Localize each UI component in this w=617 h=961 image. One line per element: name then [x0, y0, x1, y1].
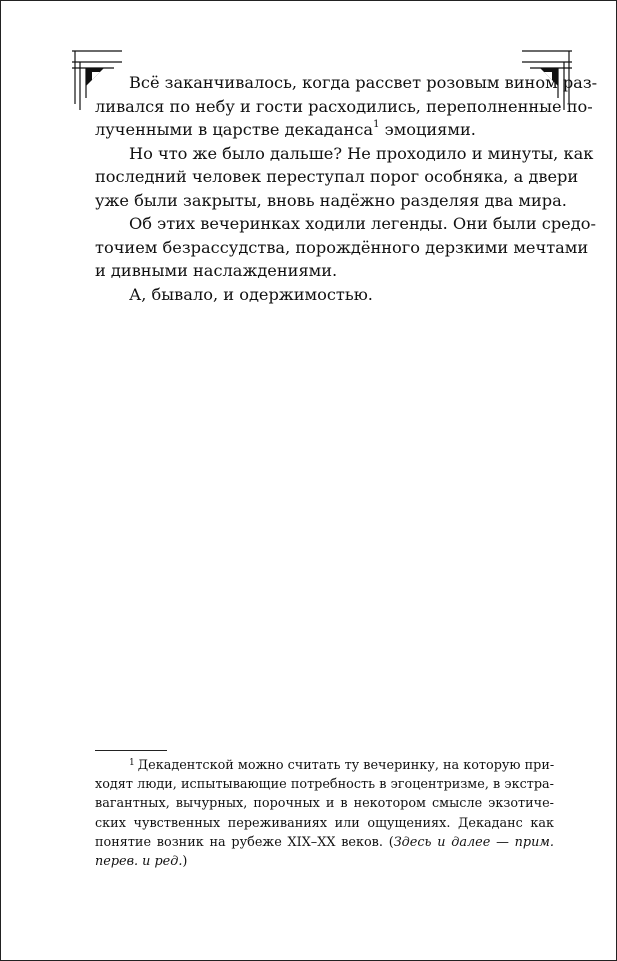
text-line: уже были закрыты, вновь надёжно разделяя два мира.	[95, 190, 567, 210]
footnote-line: вагантных, вычурных, порочных и в некотором смысле экзотиче-	[95, 796, 554, 812]
footnote-reference[interactable]: 1	[373, 118, 380, 130]
text-line: последний человек переступал порог особняка, а двери	[95, 167, 579, 186]
text-line	[95, 118, 554, 142]
text-line: Об этих вечеринках ходили легенды. Они были средо-	[129, 214, 596, 233]
footnote-line	[95, 833, 554, 852]
footnote-mark: 1	[129, 758, 135, 768]
text-line: Но что же было дальше? Не проходило и минуты, как	[129, 143, 594, 163]
footnote-line	[95, 756, 554, 775]
text-fragment: эмоциями.	[379, 120, 476, 139]
text-fragment: Декадентской можно считать ту вечеринку, на которую при-	[137, 758, 555, 773]
footnote-line: ходят люди, испытывающие потребность в эгоцентризме, в экстра-	[95, 777, 554, 793]
text-line: и дивными наслаждениями.	[95, 261, 338, 280]
text-fragment: лученными в царстве декаданса	[95, 120, 374, 139]
footnote-divider	[95, 750, 167, 751]
text-fragment-italic: перев. и ред.	[95, 853, 183, 869]
text-line: А, бывало, и одержимостью.	[129, 284, 373, 304]
text-fragment-italic: Здесь и далее — прим.	[393, 834, 554, 850]
text-line: точием безрассудства, порождённого дерзкими мечтами	[95, 237, 589, 257]
footnote	[95, 756, 554, 871]
text-line: ливался по небу и гости расходились, переполненные по-	[95, 96, 593, 116]
text-fragment: понятие возник на рубеже XIX–XX веков. (	[95, 834, 394, 850]
main-text	[95, 71, 598, 306]
text-line: Всё заканчивалось, когда рассвет розовым вином раз-	[129, 73, 598, 92]
footnote-line	[95, 852, 554, 871]
footnote-line: ских чувственных переживаниях или ощущениях. Декаданс как	[95, 815, 554, 831]
text-fragment: )	[182, 853, 188, 869]
